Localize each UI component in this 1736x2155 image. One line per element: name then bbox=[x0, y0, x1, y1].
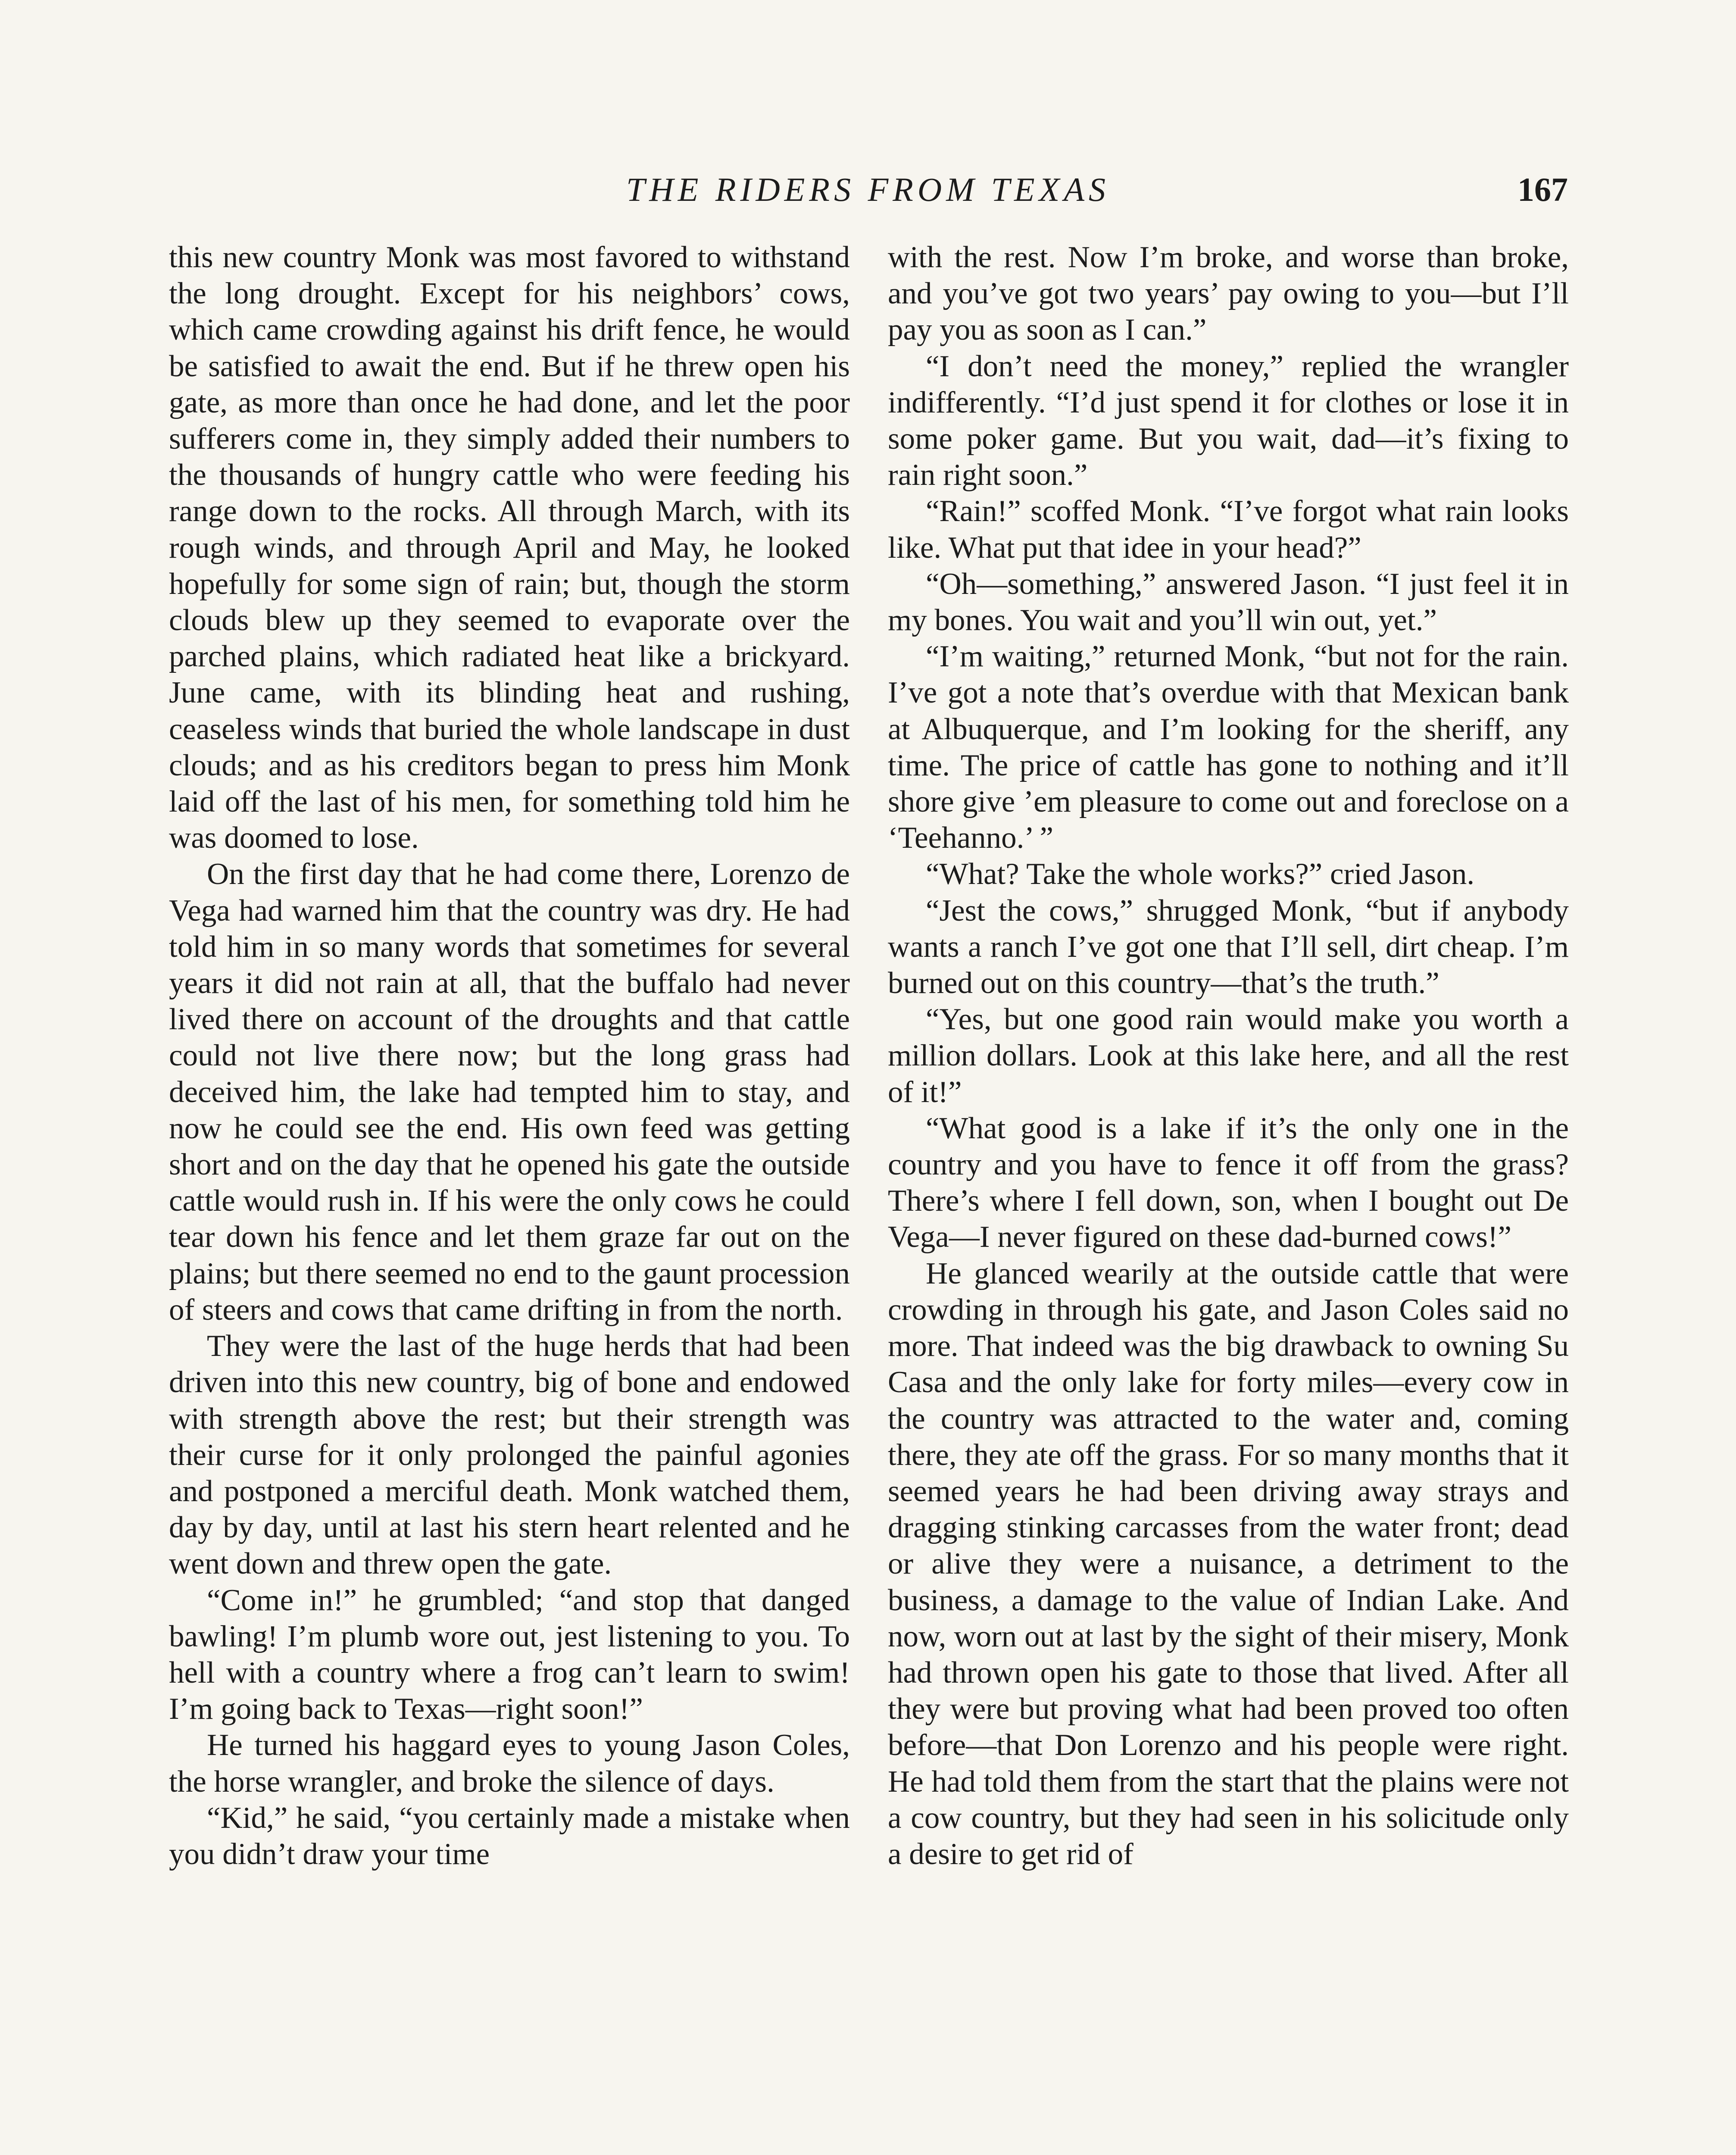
paragraph: this new country Monk was most favored to withstand the long drought. Except for his neighbors’ cows, which came crowding against his drift fence, he would be satisfied to await the end. But if he threw open his gate, as more than once he had done, and let the poor sufferers come in, they simply added their numbers to the thousands of hungry cattle who were feeding his range down to the rocks. All through March, with its rough winds, and through April and May, he looked hopefully for some sign of rain; but, though the storm clouds blew up they seemed to evaporate over the parched plains, which radiated heat like a brickyard. June came, with its blinding heat and rushing, ceaseless winds that buried the whole landscape in dust clouds; and as his creditors began to press him Monk laid off the last of his men, for something told him he was doomed to lose. bbox=[169, 240, 850, 855]
paragraph: “Come in!” he grumbled; “and stop that danged bawling! I’m plumb wore out, jest listening to you. To hell with a country where a frog can’t learn to swim! I’m going back to Texas—right soon!” bbox=[169, 1583, 850, 1726]
page-number: 167 bbox=[1517, 171, 1568, 208]
paragraph: He glanced wearily at the outside cattle that were crowding in through his gate, and Jason Coles said no more. That indeed was the big drawback to owning Su Casa and the only lake for forty miles—every cow in the country was attracted to the water and, coming there, they ate off the grass. For so many months that it seemed years he had been driving away strays and dragging stinking carcasses from the water front; dead or alive they were a nuisance, a detriment to the business, a damage to the value of Indian Lake. And now, worn out at last by the sight of their misery, Monk had thrown open his gate to those that lived. After all they were but proving what had been proved too often before—that Don Lorenzo and his people were right. He had told them from the start that the plains were not a cow country, but they had seen in his solicitude only a desire to get rid of bbox=[888, 1256, 1569, 1871]
paragraph: “What good is a lake if it’s the only one in the country and you have to fence it off from the grass? There’s where I fell down, son, when I bought out De Vega—I never figured on these dad-burned cows!” bbox=[888, 1111, 1569, 1254]
paragraph: “Jest the cows,” shrugged Monk, “but if anybody wants a ranch I’ve got one that I’ll sell, dirt cheap. I’m burned out on this country—that’s the truth.” bbox=[888, 893, 1569, 1000]
paragraph: “Rain!” scoffed Monk. “I’ve forgot what rain looks like. What put that idee in your head?” bbox=[888, 494, 1569, 565]
left-column bbox=[169, 239, 850, 1872]
paragraph: “What? Take the whole works?” cried Jason. bbox=[926, 857, 1475, 891]
running-title: THE RIDERS FROM TEXAS bbox=[626, 171, 1110, 208]
paragraph: They were the last of the huge herds that had been driven into this new country, big of bone and endowed with strength above the rest; but their strength was their curse for it only prolonged the painful agonies and postponed a merciful death. Monk watched them, day by day, until at last his stern heart relented and he went down and threw open the gate. bbox=[169, 1329, 850, 1581]
paragraph: He turned his haggard eyes to young Jason Coles, the horse wrangler, and broke the silence of days. bbox=[169, 1728, 850, 1799]
right-column bbox=[888, 239, 1569, 1872]
paragraph: “I’m waiting,” returned Monk, “but not for the rain. I’ve got a note that’s overdue with that Mexican bank at Albuquerque, and I’m looking for the sheriff, any time. The price of cattle has gone to nothing and it’ll shore give ’em pleasure to come out and foreclose on a ‘Teehanno.’ ” bbox=[888, 640, 1569, 855]
paragraph: “I don’t need the money,” replied the wrangler indifferently. “I’d just spend it for clothes or lose it in some poker game. But you wait, dad—it’s fixing to rain right soon.” bbox=[888, 349, 1569, 492]
paragraph: “Kid,” he said, “you certainly made a mistake when you didn’t draw your time bbox=[169, 1801, 850, 1871]
running-head bbox=[168, 168, 1568, 211]
paragraph: with the rest. Now I’m broke, and worse than broke, and you’ve got two years’ pay owing to you—but I’ll pay you as soon as I can.” bbox=[888, 240, 1569, 347]
paragraph: “Yes, but one good rain would make you worth a million dollars. Look at this lake here, and all the rest of it!” bbox=[888, 1003, 1569, 1109]
paragraph: On the first day that he had come there, Lorenzo de Vega had warned him that the country was dry. He had told him in so many words that sometimes for several years it did not rain at all, that the buffalo had never lived there on account of the droughts and that cattle could not live there now; but the long grass had deceived him, the lake had tempted him to stay, and now he could see the end. His own feed was getting short and on the day that he opened his gate the outside cattle would rush in. If his were the only cows he could tear down his fence and let them graze far out on the plains; but there seemed no end to the gaunt procession of steers and cows that came drifting in from the north. bbox=[169, 857, 850, 1327]
paragraph: “Oh—something,” answered Jason. “I just feel it in my bones. You wait and you’ll win out, yet.” bbox=[888, 567, 1569, 637]
